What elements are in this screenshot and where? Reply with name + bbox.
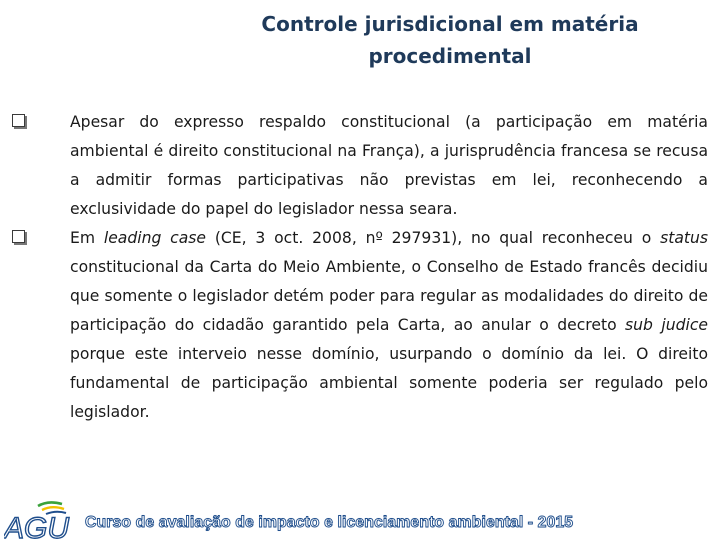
title-line-1: Controle jurisdicional em matéria <box>261 12 639 36</box>
bullet-item-1 <box>12 108 708 224</box>
slide-title <box>230 8 670 72</box>
text-segment: (CE, 3 oct. 2008, nº 297931), no qual reconheceu o <box>206 229 661 247</box>
footer <box>0 500 720 540</box>
checkbox-bullet-icon <box>12 230 25 243</box>
logo-text: AGU <box>4 512 70 540</box>
bullet-text-1: Apesar do expresso respaldo constitucional (a participação em matéria ambiental é direito constitucional na França), a jurisprudência francesa se recusa a admitir formas participativas não previstas em lei, reconhecendo a exclusividade do papel do legislador nessa seara. <box>70 113 708 218</box>
text-segment: porque este interveio nesse domínio, usurpando o domínio da lei. O direito fundamental de participação ambiental somente poderia ser regulado pelo legislador. <box>70 345 708 421</box>
italic-term: status <box>660 229 708 247</box>
text-segment: constitucional da Carta do Meio Ambiente, o Conselho de Estado francês decidiu que somente o legislador detém poder para regular as modalidades do direito de participação do cidadão garantido pela Carta, ao anular o decreto <box>70 258 708 334</box>
agu-logo <box>4 500 74 540</box>
title-line-2: procedimental <box>368 44 532 68</box>
checkbox-bullet-icon <box>12 114 25 127</box>
bullet-text-2 <box>70 229 708 421</box>
bullet-item-2 <box>12 224 708 427</box>
text-segment: Em <box>70 229 104 247</box>
italic-term: sub judice <box>625 316 708 334</box>
slide-body <box>12 108 708 427</box>
footer-course-text: Curso de avaliação de impacto e licenciamento ambiental - 2015 <box>85 514 574 531</box>
italic-term: leading case <box>103 229 207 247</box>
